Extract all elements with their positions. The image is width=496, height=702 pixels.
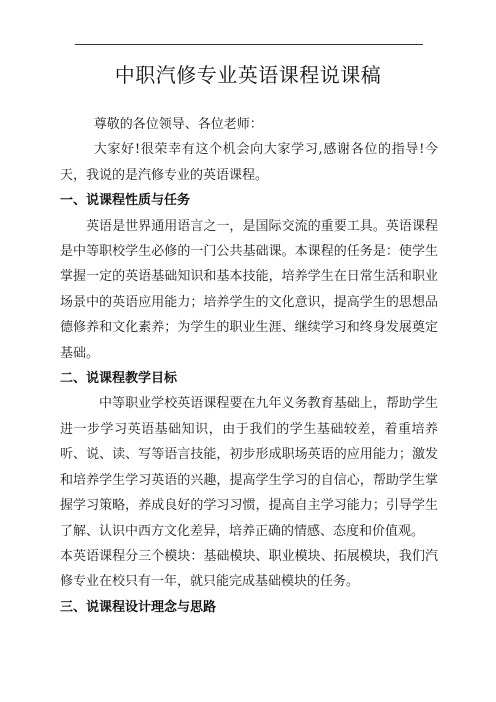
intro-paragraph: 大家好!很荣幸有这个机会向大家学习,感谢各位的指导!今天，我说的是汽修专业的英语课程。 [60, 142, 438, 183]
document-title: 中职汽修专业英语课程说课稿 [114, 63, 382, 87]
greeting-paragraph: 尊敬的各位领导、各位老师： [93, 117, 263, 132]
header-rule [75, 44, 423, 45]
section-heading-design-ideas: 三、说课程设计理念与思路 [60, 599, 217, 615]
section-body-modules: 本英语课程分三个模块：基础模块、职业模块、拓展模块，我们汽修专业在校只有一年，就只能完成基础模块的任务。 [60, 548, 438, 590]
section-body-nature-tasks: 英语是世界通用语言之一，是国际交流的重要工具。英语课程是中等职校学生必修的一门公共基础课。本课程的任务是：使学生掌握一定的英语基础知识和基本技能，培养学生在日常生活和职业场景中的英语应用能力；培养学生的文化意识，提高学生的思想品德修养和文化素养；为学生的职业生涯、继续学习和终身发展奠定基础。 [60, 218, 438, 361]
section-heading-teaching-goals: 二、说课程教学目标 [60, 371, 178, 387]
section-body-teaching-goals: 中等职业学校英语课程要在九年义务教育基础上，帮助学生进一步学习英语基础知识，由于我们的学生基础较差，着重培养听、说、读、写等语言技能，初步形成职场英语的应用能力；激发和培养学生学习英语的兴趣，提高学生学习的自信心，帮助学生掌握学习策略，养成良好的学习习惯，提高自主学习能力；引导学生了解、认识中西方文化差异，培养正确的情感、态度和价值观。 [60, 396, 438, 539]
document-body [60, 112, 438, 620]
section-heading-nature-tasks: 一、说课程性质与任务 [60, 193, 191, 209]
